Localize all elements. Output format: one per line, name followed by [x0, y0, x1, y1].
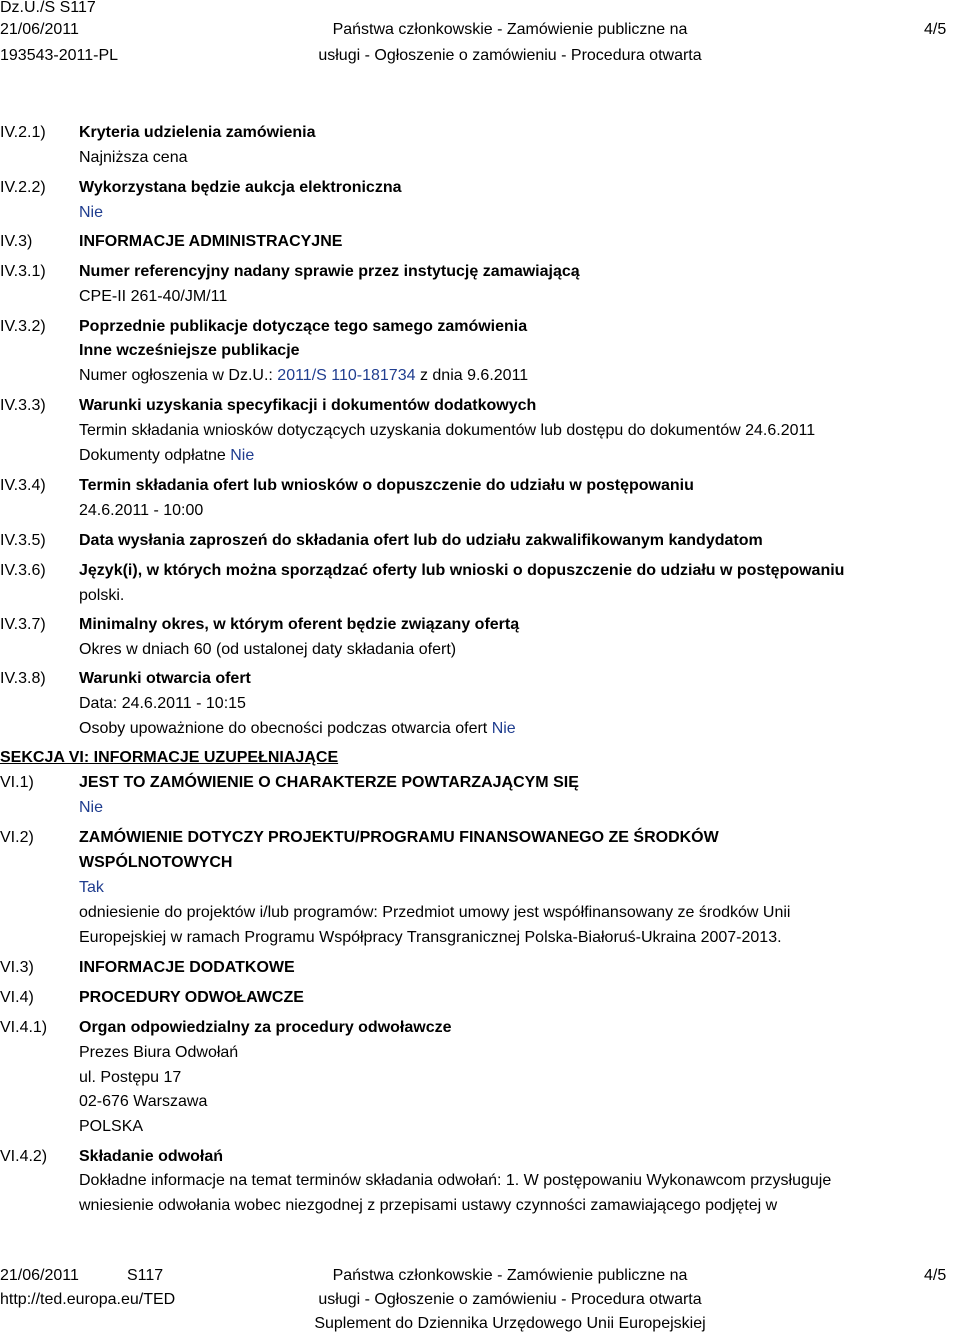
item-number: IV.3.5) [0, 532, 46, 549]
deadline-value: 24.6.2011 - 10:00 [79, 502, 204, 519]
opening-date: Data: 24.6.2011 - 10:15 [79, 695, 246, 712]
item-title: Termin składania ofert lub wniosków o dopuszczenie do udziału w postępowaniu [79, 477, 694, 494]
footer-url-link[interactable]: http://ted.europa.eu/TED [0, 1291, 176, 1308]
appeal-info: Dokładne informacje na temat terminów składania odwołań: 1. W postępowaniu Wykonawcom przysługuje [79, 1172, 832, 1189]
authority-country: POLSKA [79, 1118, 144, 1135]
item-title: Organ odpowiedzialny za procedury odwoławcze [79, 1019, 452, 1036]
item-value: Tak [79, 879, 104, 896]
item-number: IV.2.2) [0, 179, 46, 196]
item-title: Minimalny okres, w którym oferent będzie związany ofertą [79, 616, 520, 633]
footer-title-line1: Państwa członkowskie - Zamówienie publiczne na [332, 1267, 688, 1284]
authorized-persons-line [79, 721, 516, 737]
item-number: VI.4.2) [0, 1148, 48, 1165]
notice-suffix: z dnia 9.6.2011 [415, 367, 529, 384]
item-title: PROCEDURY ODWOŁAWCZE [79, 989, 304, 1006]
header-title-line1: Państwa członkowskie - Zamówienie publiczne na [332, 21, 688, 38]
footer-title-line2: usługi - Ogłoszenie o zamówieniu - Procedura otwarta [318, 1291, 702, 1308]
header-title-line2: usługi - Ogłoszenie o zamówieniu - Procedura otwarta [318, 47, 702, 64]
item-title: Warunki uzyskania specyfikacji i dokumentów dodatkowych [79, 397, 537, 414]
item-number: VI.3) [0, 959, 34, 976]
item-title: Wykorzystana będzie aukcja elektroniczna [79, 179, 402, 196]
item-number: IV.3.8) [0, 670, 46, 687]
item-number: IV.3.4) [0, 477, 46, 494]
item-number: IV.3.1) [0, 263, 46, 280]
authority-name: Prezes Biura Odwołań [79, 1044, 239, 1061]
header-page-number: 4/5 [924, 21, 947, 38]
paid-documents-label: Dokumenty odpłatne [79, 447, 231, 464]
item-number: IV.2.1) [0, 124, 46, 141]
section-heading: SEKCJA VI: INFORMACJE UZUPEŁNIAJĄCE [0, 749, 339, 766]
item-value: Nie [79, 204, 104, 221]
item-number: VI.2) [0, 829, 34, 846]
header-date: 21/06/2011 [0, 21, 79, 38]
item-value: Najniższa cena [79, 149, 188, 166]
item-number: IV.3.3) [0, 397, 46, 414]
journal-ref: Dz.U./S S117 [0, 0, 96, 16]
item-line: Termin składania wniosków dotyczących uzyskania dokumentów lub dostępu do dokumentów 24.6.2011 [79, 422, 816, 439]
item-title: WSPÓLNOTOWYCH [79, 854, 233, 871]
item-number: VI.4.1) [0, 1019, 48, 1036]
authorized-persons-label: Osoby upoważnione do obecności podczas otwarcia ofert [79, 720, 492, 737]
item-value: Nie [79, 799, 104, 816]
document-id: 193543-2011-PL [0, 47, 119, 64]
item-number: VI.4) [0, 989, 34, 1006]
paid-documents-value: Nie [230, 447, 255, 464]
language-value: polski. [79, 587, 125, 604]
item-number: VI.1) [0, 774, 34, 791]
item-title: INFORMACJE DODATKOWE [79, 959, 295, 976]
footer-date: 21/06/2011 [0, 1267, 79, 1284]
authority-city: 02-676 Warszawa [79, 1093, 208, 1110]
footer-page-number: 4/5 [924, 1267, 947, 1284]
paid-documents-line [79, 448, 254, 464]
item-number: IV.3.6) [0, 562, 46, 579]
item-title: Poprzednie publikacje dotyczące tego samego zamówienia [79, 318, 528, 335]
item-title: ZAMÓWIENIE DOTYCZY PROJEKTU/PROGRAMU FINANSOWANEGO ZE ŚRODKÓW [79, 829, 719, 846]
previous-notice-line [79, 368, 528, 384]
item-value: Okres w dniach 60 (od ustalonej daty składania ofert) [79, 641, 457, 658]
program-reference: odniesienie do projektów i/lub programów: Przedmiot umowy jest współfinansowany ze środków Unii [79, 904, 791, 921]
item-title: Składanie odwołań [79, 1148, 224, 1165]
item-number: IV.3) [0, 233, 33, 250]
item-number: IV.3.7) [0, 616, 46, 633]
reference-number: CPE-II 261-40/JM/11 [79, 288, 228, 305]
item-title: Numer referencyjny nadany sprawie przez instytucję zamawiającą [79, 263, 580, 280]
item-title: Kryteria udzielenia zamówienia [79, 124, 316, 141]
item-number: IV.3.2) [0, 318, 46, 335]
item-title: Język(i), w których można sporządzać oferty lub wnioski o dopuszczenie do udziału w postępowaniu [79, 562, 845, 579]
item-title: Data wysłania zaproszeń do składania ofert lub do udziału zakwalifikowanym kandydatom [79, 532, 763, 549]
item-title: Warunki otwarcia ofert [79, 670, 251, 687]
item-title: JEST TO ZAMÓWIENIE O CHARAKTERZE POWTARZAJĄCYM SIĘ [79, 774, 579, 791]
notice-number-link[interactable]: 2011/S 110-181734 [277, 367, 416, 384]
appeal-info: wniesienie odwołania wobec niezgodnej z przepisami ustawy czynności zamawiającego podjętej w [79, 1197, 778, 1214]
authority-street: ul. Postępu 17 [79, 1069, 182, 1086]
program-reference: Europejskiej w ramach Programu Współpracy Transgranicznej Polska-Białoruś-Ukraina 2007-2013. [79, 929, 782, 946]
item-title: INFORMACJE ADMINISTRACYJNE [79, 233, 343, 250]
item-subtitle: Inne wcześniejsze publikacje [79, 342, 300, 359]
footer-title-line3: Suplement do Dziennika Urzędowego Unii Europejskiej [314, 1315, 706, 1332]
footer-series: S117 [127, 1267, 164, 1284]
notice-prefix: Numer ogłoszenia w Dz.U.: [79, 367, 278, 384]
authorized-persons-value: Nie [491, 720, 516, 737]
